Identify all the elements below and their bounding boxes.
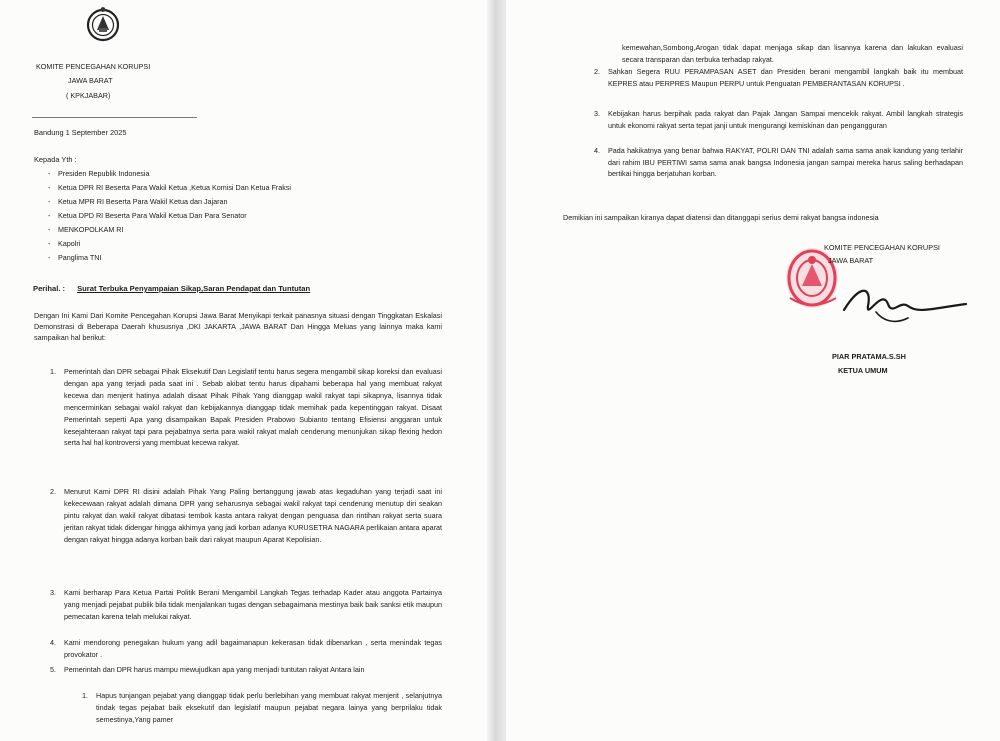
signer-name: PIAR PRATAMA.S.SH (832, 352, 906, 361)
sub-point-item: 1. Hapus tunjangan pejabat yang dianggap tidak perlu berlebihan yang membuat rakyat menjerit , selanjutnya tindak tegas pejabat baik eksekutif dan legislatif maupun pejabat negara lainya yang berprilaku tidak semestinya,Yang pamer (82, 691, 442, 724)
letter-page-right (506, 0, 1000, 741)
subject-line (33, 284, 310, 293)
recipient-item: - Kapolri (48, 239, 81, 248)
point-item: 5. Pemerintah dan DPR harus mampu mewujudkan apa yang menjadi tuntutan rakyat Antara lain (50, 665, 365, 674)
point-item: 3. Kami berharap Para Ketua Partai Politik Berani Mengambil Langkah Tegas terhadap Kader atau anggota Partainya yang menjadi pejabat publik bila tidak menjalankan tugas dengan sebagaimana mestinya baik baik sanksi etik maupun pemecatan karena telah melukai rakyat. (50, 588, 442, 621)
point-item: 3. Kebijakan harus berpihak pada rakyat dan Pajak Jangan Sampai mencekik rakyat. Ambil langkah strategis untuk ekonomi rakyat serta tepat janji untuk mengurangi kemiskinan dan pengangguran (594, 109, 963, 130)
recipient-item: - Ketua MPR RI Beserta Para Wakil Ketua dan Jajaran (48, 197, 228, 206)
point-item: 4. Kami mendorong penegakan hukum yang adil bagaimanapun kekerasan tidak dibenarkan , serta menindak tegas provokator . (50, 638, 442, 659)
point-item: 1. Pemerintah dan DPR sebagai Pihak Eksekutif Dan Legislatif tentu harus segera mengambil sikap koreksi dan evaluasi dengan apa yang terjadi pada saat ini . Sebab akibat tentu harus dipahami beberapa hal yang membuat rakyat kecewa dan menjerit hatinya adalah disaat Pihak Pihak Yang dianggap wakil rakyat tapi sikapnya, lisannya tidak mencerminkan sebagai wakil rakyat dan kebijakannya dianggap tidak memihak pada kepentinggan rakyat. Disaat Pemerintah seperti Apa yang disampaikan Bapak Presiden Prabowo Subianto tentang Efisiensi anggaran untuk kesejahteraan rakyat tapi para pejabatnya serta para wakil rakyat malah cenderung menunjukan sikap flexing hedon serta hal hal kontroversi yang membuat kecewa rakyat. (50, 367, 442, 448)
signature-org-name: KOMITE PENCEGAHAN KORUPSI (824, 243, 940, 252)
org-abbrev-line: ( KPKJABAR) (66, 91, 111, 100)
closing-paragraph: Demikian ini sampaikan kiranya dapat diatensi dan ditanggapi serius demi rakyat bangsa indonesia (563, 213, 879, 222)
org-name-line: KOMITE PENCEGAHAN KORUPSI (36, 62, 151, 71)
continuation-text: kemewahan,Sombong,Arogan tidak dapat menjaga sikap dan lisannya karena dan lakukan evaluasi secara transparan dan terbuka terhadap rakyat. (622, 43, 963, 64)
signature-org-region: JAWA BARAT (828, 256, 874, 265)
recipient-heading: Kepada Yth : (34, 155, 77, 164)
subject-label: Perihal. : (33, 284, 66, 293)
signer-title: KETUA UMUM (838, 366, 888, 375)
point-item: 2. Sahkan Segera RUU PERAMPASAN ASET dan Presiden berani mengambil langkah baik itu membuat KEPRES atau PERPRES Maupun PERPU untuk Penguatan PEMBERANTASAN KORUPSI . (594, 67, 963, 88)
recipient-item: - MENKOPOLKAM RI (48, 225, 124, 234)
header-divider (32, 117, 197, 118)
org-region-line: JAWA BARAT (68, 76, 113, 85)
recipient-item: - Presiden Republik Indonesia (48, 169, 150, 178)
recipient-item: - Panglima TNI (48, 253, 102, 262)
organization-seal-icon (86, 6, 120, 44)
point-item: 4. Pada hakikatnya yang benar bahwa RAKYAT, POLRI DAN TNI adalah sama sama anak kandung yang terlahir dari rahim IBU PERTIWI sama sama anak bangsa Indonesia jangan sampai mereka harus saling berhadapan bertikai hingga berjatuhan korban. (594, 146, 963, 179)
page-gutter (487, 0, 506, 741)
point-item: 2. Menurut Kami DPR RI disini adalah Pihak Yang Paling bertanggung jawab atas kegaduhan yang terjadi saat ini kekecewaan rakyat adalah dimana DPR yang seharusnya sebagai wakil rakyat tapi cenderung menutup diri seakan pintu rakyat dan wakil rakyat dibatasi tembok kasta antara rakyat dengan penguasa dan rintihan rakyat serta suara jeritan rakyat tidak didengar hingga akhirnya yang jadi korban adanya KURUSETRA NAGARA perlikaian antara aparat dengan rakyat hingga adanya korban baik dari rakyat maupun Aparat Kepolisian. (50, 487, 442, 544)
recipient-item: - Ketua DPR RI Beserta Para Wakil Ketua ,Ketua Komisi Dan Ketua Fraksi (48, 183, 292, 192)
letter-page-left (0, 0, 487, 741)
intro-paragraph: Dengan Ini Kami Dari Komite Pencegahan Korupsi Jawa Barat Menyikapi terkait panasnya situasi dengan Tinggkatan Eskalasi Demonstrasi di Beberapa Daerah khususnya ,DKI JAKARTA ,JAWA BARAT Dan Hingga Meluas yang lainnya maka kami sampaikan hal berikut: (34, 311, 442, 342)
subject-text: Surat Terbuka Penyampaian Sikap,Saran Pendapat dan Tuntutan (77, 284, 311, 293)
letter-date: Bandung 1 September 2025 (34, 128, 127, 137)
recipient-item: - Ketua DPD RI Beserta Para Wakil Ketua Dan Para Senator (48, 211, 247, 220)
handwritten-signature-icon (838, 282, 970, 328)
